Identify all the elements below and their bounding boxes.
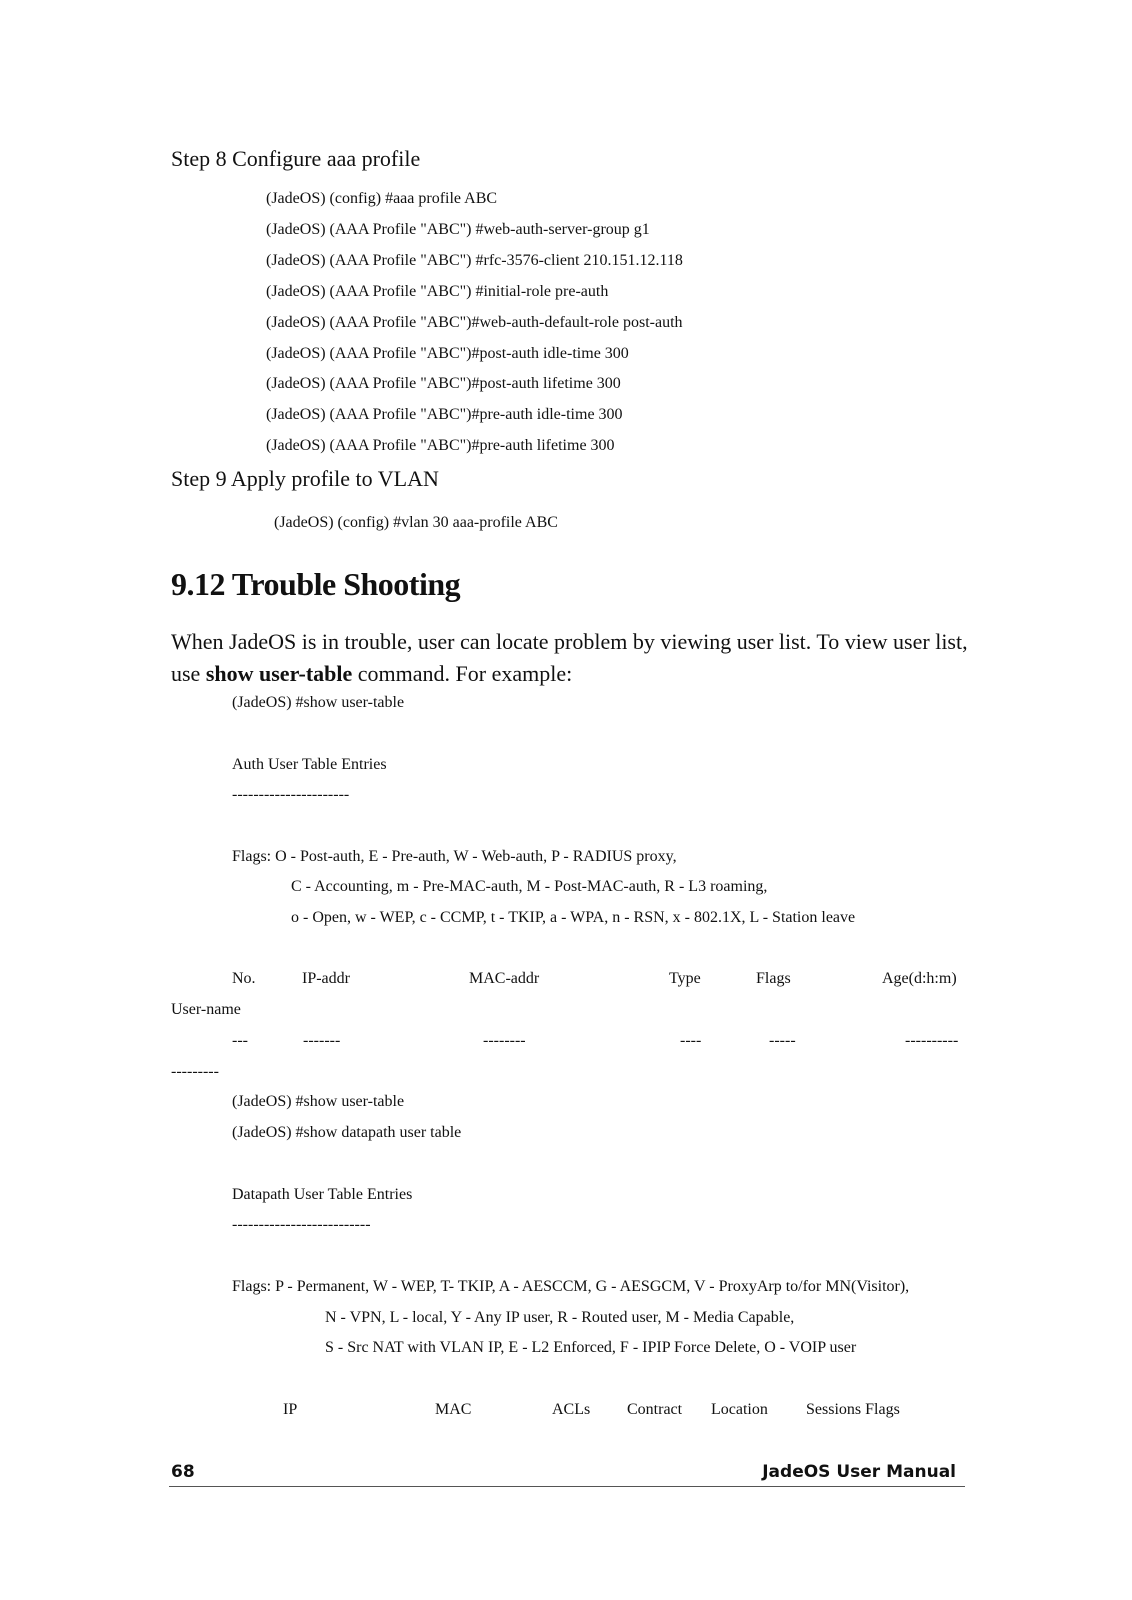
step9-line: (JadeOS) (config) #vlan 30 aaa-profile ABC <box>274 514 558 531</box>
header-user-name: User-name <box>171 1001 241 1018</box>
rule-type: ---- <box>680 1032 702 1049</box>
page-number: 68 <box>171 1462 195 1482</box>
manual-title: JadeOS User Manual <box>762 1462 956 1482</box>
step8-line-1: (JadeOS) (config) #aaa profile ABC <box>266 190 498 207</box>
paragraph-command: show user-table <box>205 661 353 686</box>
auth-table-rule: ---------------------- <box>232 786 350 803</box>
step8-line-3: (JadeOS) (AAA Profile "ABC") #rfc-3576-client 210.151.12.118 <box>266 252 683 269</box>
dp-header-mac: MAC <box>435 1401 472 1418</box>
auth-table-title: Auth User Table Entries <box>232 756 387 773</box>
dp-header-location: Location <box>711 1401 768 1418</box>
section-heading: 9.12 Trouble Shooting <box>171 566 461 602</box>
rule-mac-addr: -------- <box>483 1032 526 1049</box>
rule-flags: ----- <box>769 1032 796 1049</box>
dp-header-sessions-flags: Sessions Flags <box>806 1401 900 1418</box>
paragraph-text-before: When JadeOS is in trouble, user can locate problem by viewing user list. To view user list, use <box>171 629 968 686</box>
step8-line-8: (JadeOS) (AAA Profile "ABC")#pre-auth idle-time 300 <box>266 406 623 423</box>
step8-line-4: (JadeOS) (AAA Profile "ABC") #initial-role pre-auth <box>266 283 609 300</box>
header-mac-addr: MAC-addr <box>469 970 540 987</box>
datapath-table-rule: -------------------------- <box>232 1216 371 1233</box>
rule-age: ---------- <box>905 1032 959 1049</box>
dp-header-acls: ACLs <box>552 1401 591 1418</box>
flags1-line-3: o - Open, w - WEP, c - CCMP, t - TKIP, a - WPA, n - RSN, x - 802.1X, L - Station leave <box>291 909 856 926</box>
header-no: No. <box>232 970 256 987</box>
paragraph-text-after: command. For example: <box>352 661 573 686</box>
header-ip-addr: IP-addr <box>302 970 350 987</box>
header-flags: Flags <box>756 970 791 987</box>
flags1-line-2: C - Accounting, m - Pre-MAC-auth, M - Post-MAC-auth, R - L3 roaming, <box>291 878 768 895</box>
step8-line-6: (JadeOS) (AAA Profile "ABC")#post-auth idle-time 300 <box>266 345 629 362</box>
output-cmd-3: (JadeOS) #show datapath user table <box>232 1124 462 1141</box>
header-type: Type <box>669 970 701 987</box>
dp-header-contract: Contract <box>627 1401 683 1418</box>
output-cmd-1: (JadeOS) #show user-table <box>232 694 405 711</box>
output-cmd-2: (JadeOS) #show user-table <box>232 1093 405 1110</box>
step8-line-2: (JadeOS) (AAA Profile "ABC") #web-auth-server-group g1 <box>266 221 650 238</box>
header-age: Age(d:h:m) <box>882 970 957 987</box>
flags1-line-1: Flags: O - Post-auth, E - Pre-auth, W - Web-auth, P - RADIUS proxy, <box>232 848 677 865</box>
dp-header-ip: IP <box>283 1401 298 1418</box>
datapath-table-title: Datapath User Table Entries <box>232 1186 413 1203</box>
rule-ip-addr: ------- <box>303 1032 341 1049</box>
section-paragraph <box>171 626 971 690</box>
step8-line-5: (JadeOS) (AAA Profile "ABC")#web-auth-default-role post-auth <box>266 314 683 331</box>
step8-line-7: (JadeOS) (AAA Profile "ABC")#post-auth lifetime 300 <box>266 375 621 392</box>
flags2-line-1: Flags: P - Permanent, W - WEP, T- TKIP, A - AESCCM, G - AESGCM, V - ProxyArp to/for MN(Visitor), <box>232 1278 910 1295</box>
rule-no: --- <box>232 1032 248 1049</box>
flags2-line-3: S - Src NAT with VLAN IP, E - L2 Enforced, F - IPIP Force Delete, O - VOIP user <box>325 1339 857 1356</box>
flags2-line-2: N - VPN, L - local, Y - Any IP user, R - Routed user, M - Media Capable, <box>325 1309 795 1326</box>
step9-title: Step 9 Apply profile to VLAN <box>171 466 439 491</box>
step8-line-9: (JadeOS) (AAA Profile "ABC")#pre-auth lifetime 300 <box>266 437 615 454</box>
rule-user-name: --------- <box>171 1063 219 1080</box>
footer-divider <box>169 1486 965 1487</box>
step8-title: Step 8 Configure aaa profile <box>171 146 421 171</box>
